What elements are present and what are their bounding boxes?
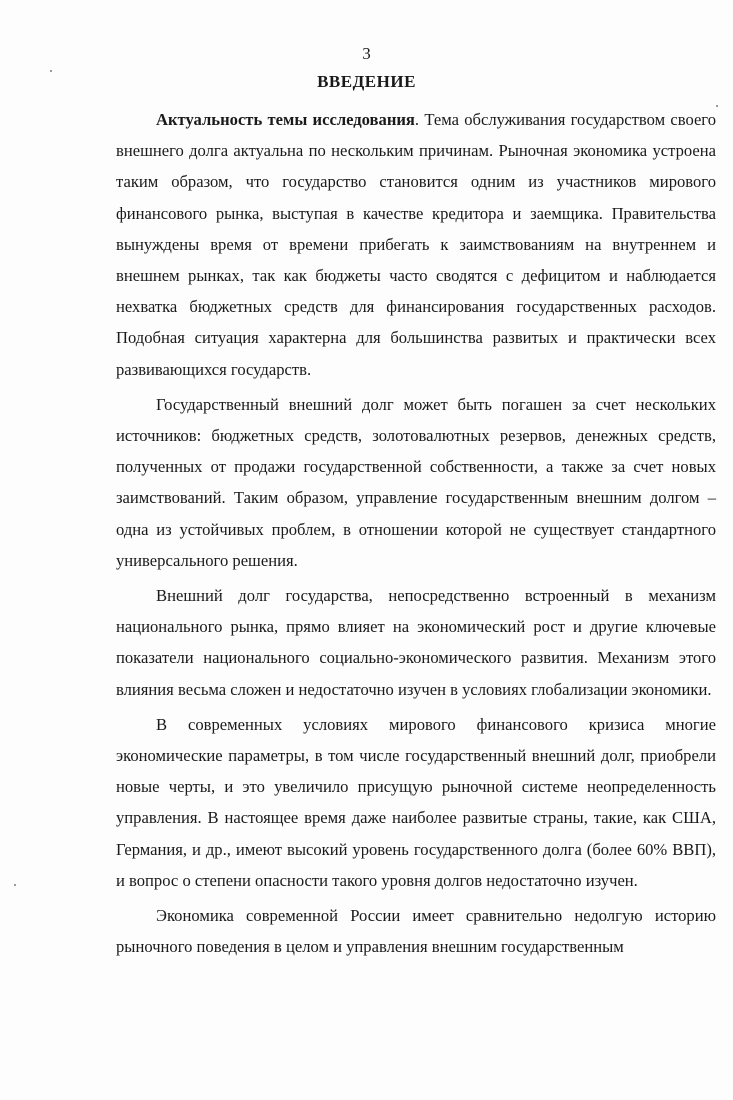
paragraph-text: . Тема обслуживания государством своего внешнего долга актуальна по нескольким причинам. Рыночная экономика устроена таким образом, что государство становится одним из участников мирового финансового рынка, выступая в качестве кредитора и заемщика. Правительства вынуждены время от времени прибегать к заимствованиям на внутреннем и внешнем рынках, так как бюджеты часто сводятся с дефицитом и наблюдается нехватка бюджетных средств для финансирования государственных расходов. Подобная ситуация характерна для большинства развитых и практически всех развивающихся государств. — [116, 110, 716, 379]
document-body — [116, 104, 716, 966]
paragraph-debt-sources — [116, 389, 716, 576]
scan-speck — [716, 105, 718, 107]
scan-speck — [50, 70, 52, 72]
paragraph-debt-mechanism — [116, 580, 716, 705]
page-title: ВВЕДЕНИЕ — [317, 72, 416, 91]
paragraph-lead: Актуальность темы исследования — [156, 110, 415, 129]
paragraph-relevance — [116, 104, 716, 385]
scan-speck — [14, 884, 16, 886]
paragraph-text: Внешний долг государства, непосредственно встроенный в механизм национального рынка, прямо влияет на экономический рост и другие ключевые показатели национального социально-экономического развития. Механизм этого влияния весьма сложен и недостаточно изучен в условиях глобализации экономики. — [116, 586, 716, 699]
paragraph-text: В современных условиях мирового финансового кризиса многие экономические параметры, в том числе государственный внешний долг, приобрели новые черты, и это увеличило присущую рыночной системе неопределенность управления. В настоящее время даже наиболее развитые страны, такие, как США, Германия, и др., имеют высокий уровень государственного долга (более 60% ВВП), и вопрос о степени опасности такого уровня долгов недостаточно изучен. — [116, 714, 716, 890]
paragraph-russia-economy — [116, 900, 716, 962]
page-number: 3 — [362, 44, 371, 63]
paragraph-financial-crisis — [116, 709, 716, 896]
paragraph-text: Государственный внешний долг может быть погашен за счет нескольких источников: бюджетных средств, золотовалютных резервов, денежных средств, полученных от продажи государственной собственности, а также за счет новых заимствований. Таким образом, управление государственным внешним долгом – одна из устойчивых проблем, в отношении которой не существует стандартного универсального решения. — [116, 394, 716, 570]
paragraph-text: Экономика современной России имеет сравнительно недолгую историю рыночного поведения в целом и управления внешним государственным — [116, 906, 716, 957]
